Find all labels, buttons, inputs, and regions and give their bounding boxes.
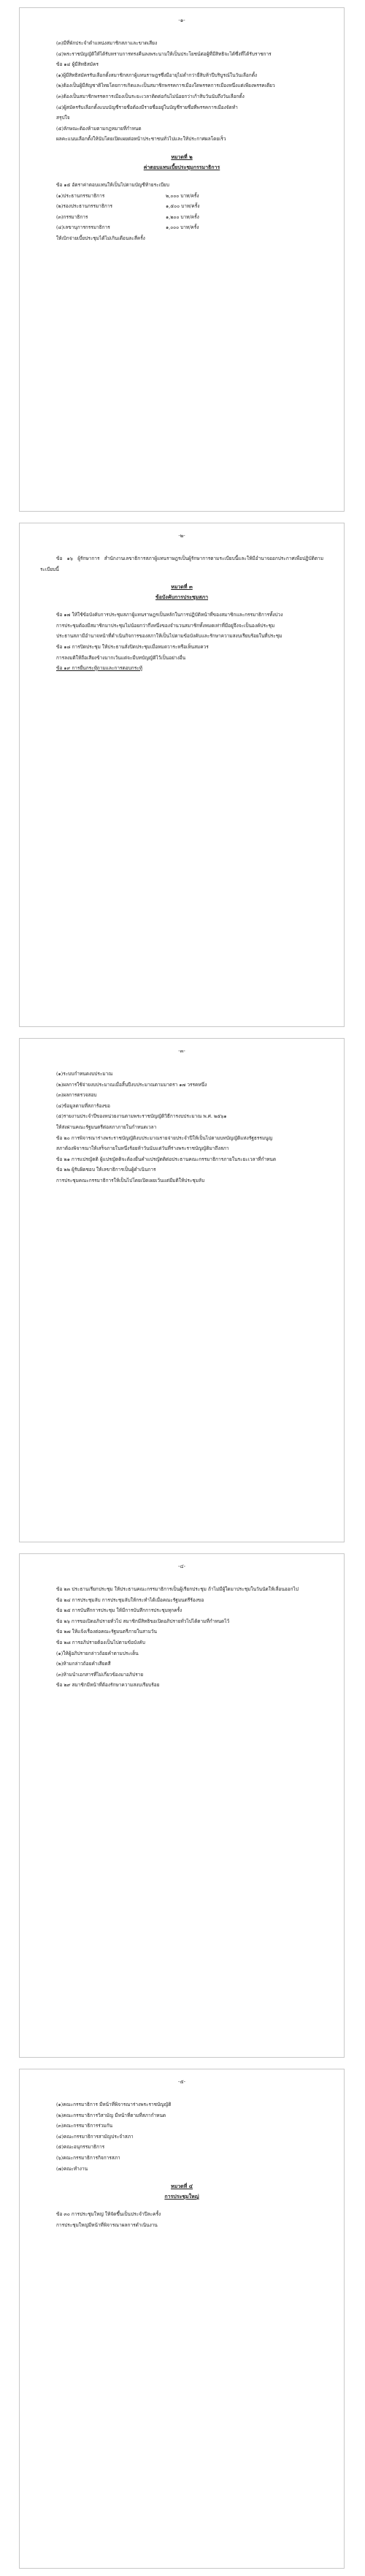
section-title: หมวดที่ ๒ [171,153,193,160]
section-reference: ข้อ ๑๙ การยื่นกระทู้ถามและการตอบกระทู้ [56,665,142,672]
paragraph: ข้อ ๒๓ ประธานเรียกประชุม ให้ประธานคณะกรรมาธิการเป็นผู้เรียกประชุม ถ้าไม่มีผู้ใดมาประชุมในวันนัดให้เลื่อนออกไป [56,1586,299,1592]
paragraph: (๔)คณะกรรมาธิการสามัญประจำสภา [56,2133,134,2140]
paragraph: ข้อ ๒๘ การอภิปรายต้องเป็นไปตามข้อบังคับ [56,1639,145,1645]
rate-label: (๔)เลขานุการกรรมาธิการ [56,224,110,231]
paragraph: ข้อ ๒๖ การขอเปิดอภิปรายทั่วไป สมาชิกมีสิทธิขอเปิดอภิปรายทั่วไปได้ตามที่กำหนดไว้ [56,1618,230,1624]
paragraph: สรุปใจ [56,115,70,121]
paragraph: การประชุมต้องมีสมาชิกมาประชุมไม่น้อยกว่ากึ่งหนึ่งของจำนวนสมาชิกทั้งหมดเท่าที่มีอยู่จึงจะเป็นองค์ประชุม [56,622,275,629]
paragraph: สภาต้องพิจารณาให้เสร็จภายในหนึ่งร้อยห้าวันนับแต่วันที่ร่างพระราชบัญญัติมาถึงสภา [56,1145,229,1152]
paragraph: (๒)ห้ามกล่าวถ้อยคำเสียดสี [56,1661,111,1667]
paragraph: (๑)คณะกรรมาธิการ มีหน้าที่พิจารณาร่างพระราชบัญญัติ [56,2102,172,2107]
paragraph: (๒)ต้องเป็นผู้มีสัญชาติไทยโดยการเกิดและเป็นสมาชิกพรรคการเมืองใดพรรคการเมืองหนึ่งแต่เพียงพรรคเดียว [56,83,275,89]
section-subtitle: การประชุมใหญ่ [164,2193,199,2200]
paragraph: ให้ส่งผ่านคณะรัฐมนตรีต่อสภาภายในกำหนดเวลา [56,1124,157,1130]
paragraph: ข้อ ๒๙ สมาชิกมีหน้าที่ต้องรักษาความสงบเรียบร้อย [56,1682,160,1689]
paragraph: ให้เบิกจ่ายเบี้ยประชุมได้ไม่เกินเดือนละสี่ครั้ง [56,235,145,241]
paragraph: (๖)คณะกรรมาธิการกิจการสภา [56,2154,120,2161]
document-page-5 [19,2069,345,2569]
paragraph: (๗)คณะทำงาน [56,2165,88,2172]
paragraph: ข้อ ๑๘ การปิดประชุม ให้ประธานสั่งปิดประชุมเมื่อหมดวาระหรือเห็นสมควร [56,643,209,650]
paragraph: การลงมติให้ถือเสียงข้างมากเว้นแต่จะมีบทบัญญัติไว้เป็นอย่างอื่น [56,654,186,661]
rate-value: ๒,๐๐๐ บาท/ครั้ง [166,192,199,199]
page-number: -๔- [177,1564,186,1569]
paragraph: ข้อ ๑๖ ผู้รักษาการ สำนักงานเลขาธิการสภาผู้แทนราษฎรเป็นผู้รักษาการตามระเบียบนี้และให้มีอำนาจออกประกาศเพื่อปฏิบัติตามระเบียบนี้ [40,556,323,572]
paragraph: ข้อ ๑๕ อัตราค่าตอบแทนให้เป็นไปตามบัญชีท้ายระเบียบ [56,181,169,188]
document-page-2 [19,523,345,1027]
paragraph: ข้อ ๒๐ การพิจารณาร่างพระราชบัญญัติงบประมาณรายจ่ายประจำปีให้เป็นไปตามบทบัญญัติแห่งรัฐธรรมนูญ [56,1134,273,1141]
paragraph: (๒)ผลการใช้จ่ายงบประมาณเมื่อสิ้นปีงบประมาณตามมาตรา ๑๗ วรรคหนึ่ง [56,1081,207,1088]
paragraph: ข้อ ๒๒ ผู้รับผิดชอบ ให้เลขาธิการเป็นผู้ดำเนินการ [56,1167,156,1173]
document-page-3 [19,1038,345,1542]
rate-label: (๒)รองประธานกรรมาธิการ [56,203,112,210]
paragraph: ผลคะแนนเลือกตั้งให้นับโดยเปิดเผยต่อหน้าประชาชนทั่วไปและให้ประกาศผลโดยเร็ว [56,136,226,143]
paragraph: ประธานสภามีอำนาจหน้าที่ดำเนินกิจการของสภาให้เป็นไปตามข้อบังคับและรักษาความสงบเรียบร้อยในที่ประชุม [56,633,283,640]
section-title: หมวดที่ ๓ [171,583,193,591]
paragraph: ข้อ ๒๗ ให้แจ้งเรื่องต่อคณะรัฐมนตรีภายในสามวัน [56,1629,157,1635]
paragraph: ข้อ ๒๕ การบันทึกการประชุม ให้มีการบันทึกการประชุมทุกครั้ง [56,1607,182,1614]
rate-label: (๑)ประธานกรรมาธิการ [56,192,105,199]
rate-row [40,222,323,233]
section-subtitle: ค่าตอบแทนเบี้ยประชุมกรรมาธิการ [143,163,220,170]
paragraph: (๓)คณะกรรมาธิการร่วมกัน [56,2123,113,2129]
paragraph: (๔)ผู้สมัครรับเลือกตั้งแบบบัญชีรายชื่อต้องมีรายชื่ออยู่ในบัญชีรายชื่อที่พรรคการเมืองจัดทำ [56,104,238,110]
paragraph: การประชุมคณะกรรมาธิการให้เป็นไปโดยเปิดเผยเว้นแต่มีมติให้ประชุมลับ [56,1177,205,1183]
rate-value: ๑,๒๐๐ บาท/ครั้ง [166,213,199,220]
page-number: -๓- [178,1048,185,1054]
page-number: -๒- [178,533,185,539]
rate-row [40,191,323,202]
paragraph: ข้อ ๓๐ การประชุมใหญ่ ให้จัดขึ้นเป็นประจำปีละครั้ง [56,2211,161,2218]
page-number: -๑- [178,18,185,23]
rate-value: ๑,๐๐๐ บาท/ครั้ง [166,224,199,231]
rate-label: (๓)กรรมาธิการ [56,213,88,220]
rate-value: ๑,๕๐๐ บาท/ครั้ง [166,203,200,210]
paragraph: (๑)ให้ผู้อภิปรายกล่าวถ้อยคำตามประเด็น [56,1650,139,1656]
rate-row [40,212,323,223]
paragraph: (๕)รายงานประจำปีของหน่วยงานตามพระราชบัญญัติวิธีการงบประมาณ พ.ศ. ๒๕๖๑ [56,1113,227,1120]
section-title: หมวดที่ ๔ [170,2183,193,2190]
paragraph: (๑)ระบบกำหนดงบประมาณ [56,1071,113,1077]
paragraph: (๓)ห้ามนำเอกสารที่ไม่เกี่ยวข้องมาอภิปราย [56,1671,144,1678]
paragraph: ข้อ ๒๑ การแปรญัตติ ผู้แปรญัตติจะต้องยื่นคำแปรญัตติต่อประธานคณะกรรมาธิการภายในระยะเวลาที่กำหนด [56,1156,277,1162]
paragraph: ข้อ ๑๔ ผู้มีสิทธิสมัคร [56,61,99,68]
paragraph: ข้อ ๑๗ ให้ใช้ข้อบังคับการประชุมสภาผู้แทนราษฎรเป็นหลักในการปฏิบัติหน้าที่ของสมาชิกและกรรมาธิการทั้งปวง [56,612,283,618]
document-page-1 [19,7,345,512]
paragraph: (๓)มีที่พักประจำตำแหน่งสมาชิกสภาและขาดเสียง [56,40,158,46]
rate-row [40,201,323,212]
paragraph: (๒)คณะกรรมาธิการวิสามัญ มีหน้าที่ตามที่สภากำหนด [56,2112,166,2118]
document-page-4 [19,1553,345,2058]
paragraph: (๔)ข้อมูลตามที่สภาร้องขอ [56,1102,110,1109]
paragraph: (๕)ลักษณะต้องห้ามตามกฎหมายที่กำหนด [56,125,142,132]
paragraph: (๑)ผู้มีสิทธิสมัครรับเลือกตั้งสมาชิกสภาผู้แทนราษฎรซึ่งมีอายุไม่ต่ำกว่ายี่สิบห้าปีบริบูรณ์ในวันเลือกตั้ง [56,72,258,78]
paragraph: (๓)ผลการตรวจสอบ [56,1092,97,1099]
paragraph: การประชุมใหญ่มีหน้าที่พิจารณาผลการดำเนินงาน [56,2221,158,2228]
paragraph: ข้อ ๒๔ การประชุมลับ การประชุมลับให้กระทำได้เมื่อคณะรัฐมนตรีร้องขอ [56,1596,204,1603]
paragraph: (๕)คณะอนุกรรมาธิการ [56,2144,105,2151]
section-subtitle: ข้อบังคับการประชุมสภา [155,594,209,601]
paragraph: (๔)พระราชบัญญัติให้ได้รับทราบการทรงคืนลงพระนามให้เป็นประโยชน์ต่อผู้ที่มีสิทธิจะได้ซึ่งที่ได้รับราชการ [56,50,272,57]
page-number: -๕- [177,2079,186,2085]
paragraph: (๓)ต้องเป็นสมาชิกพรรคการเมืองเป็นระยะเวลาติดต่อกันไม่น้อยกว่าเก้าสิบวันนับถึงวันเลือกตั้ง [56,93,245,99]
